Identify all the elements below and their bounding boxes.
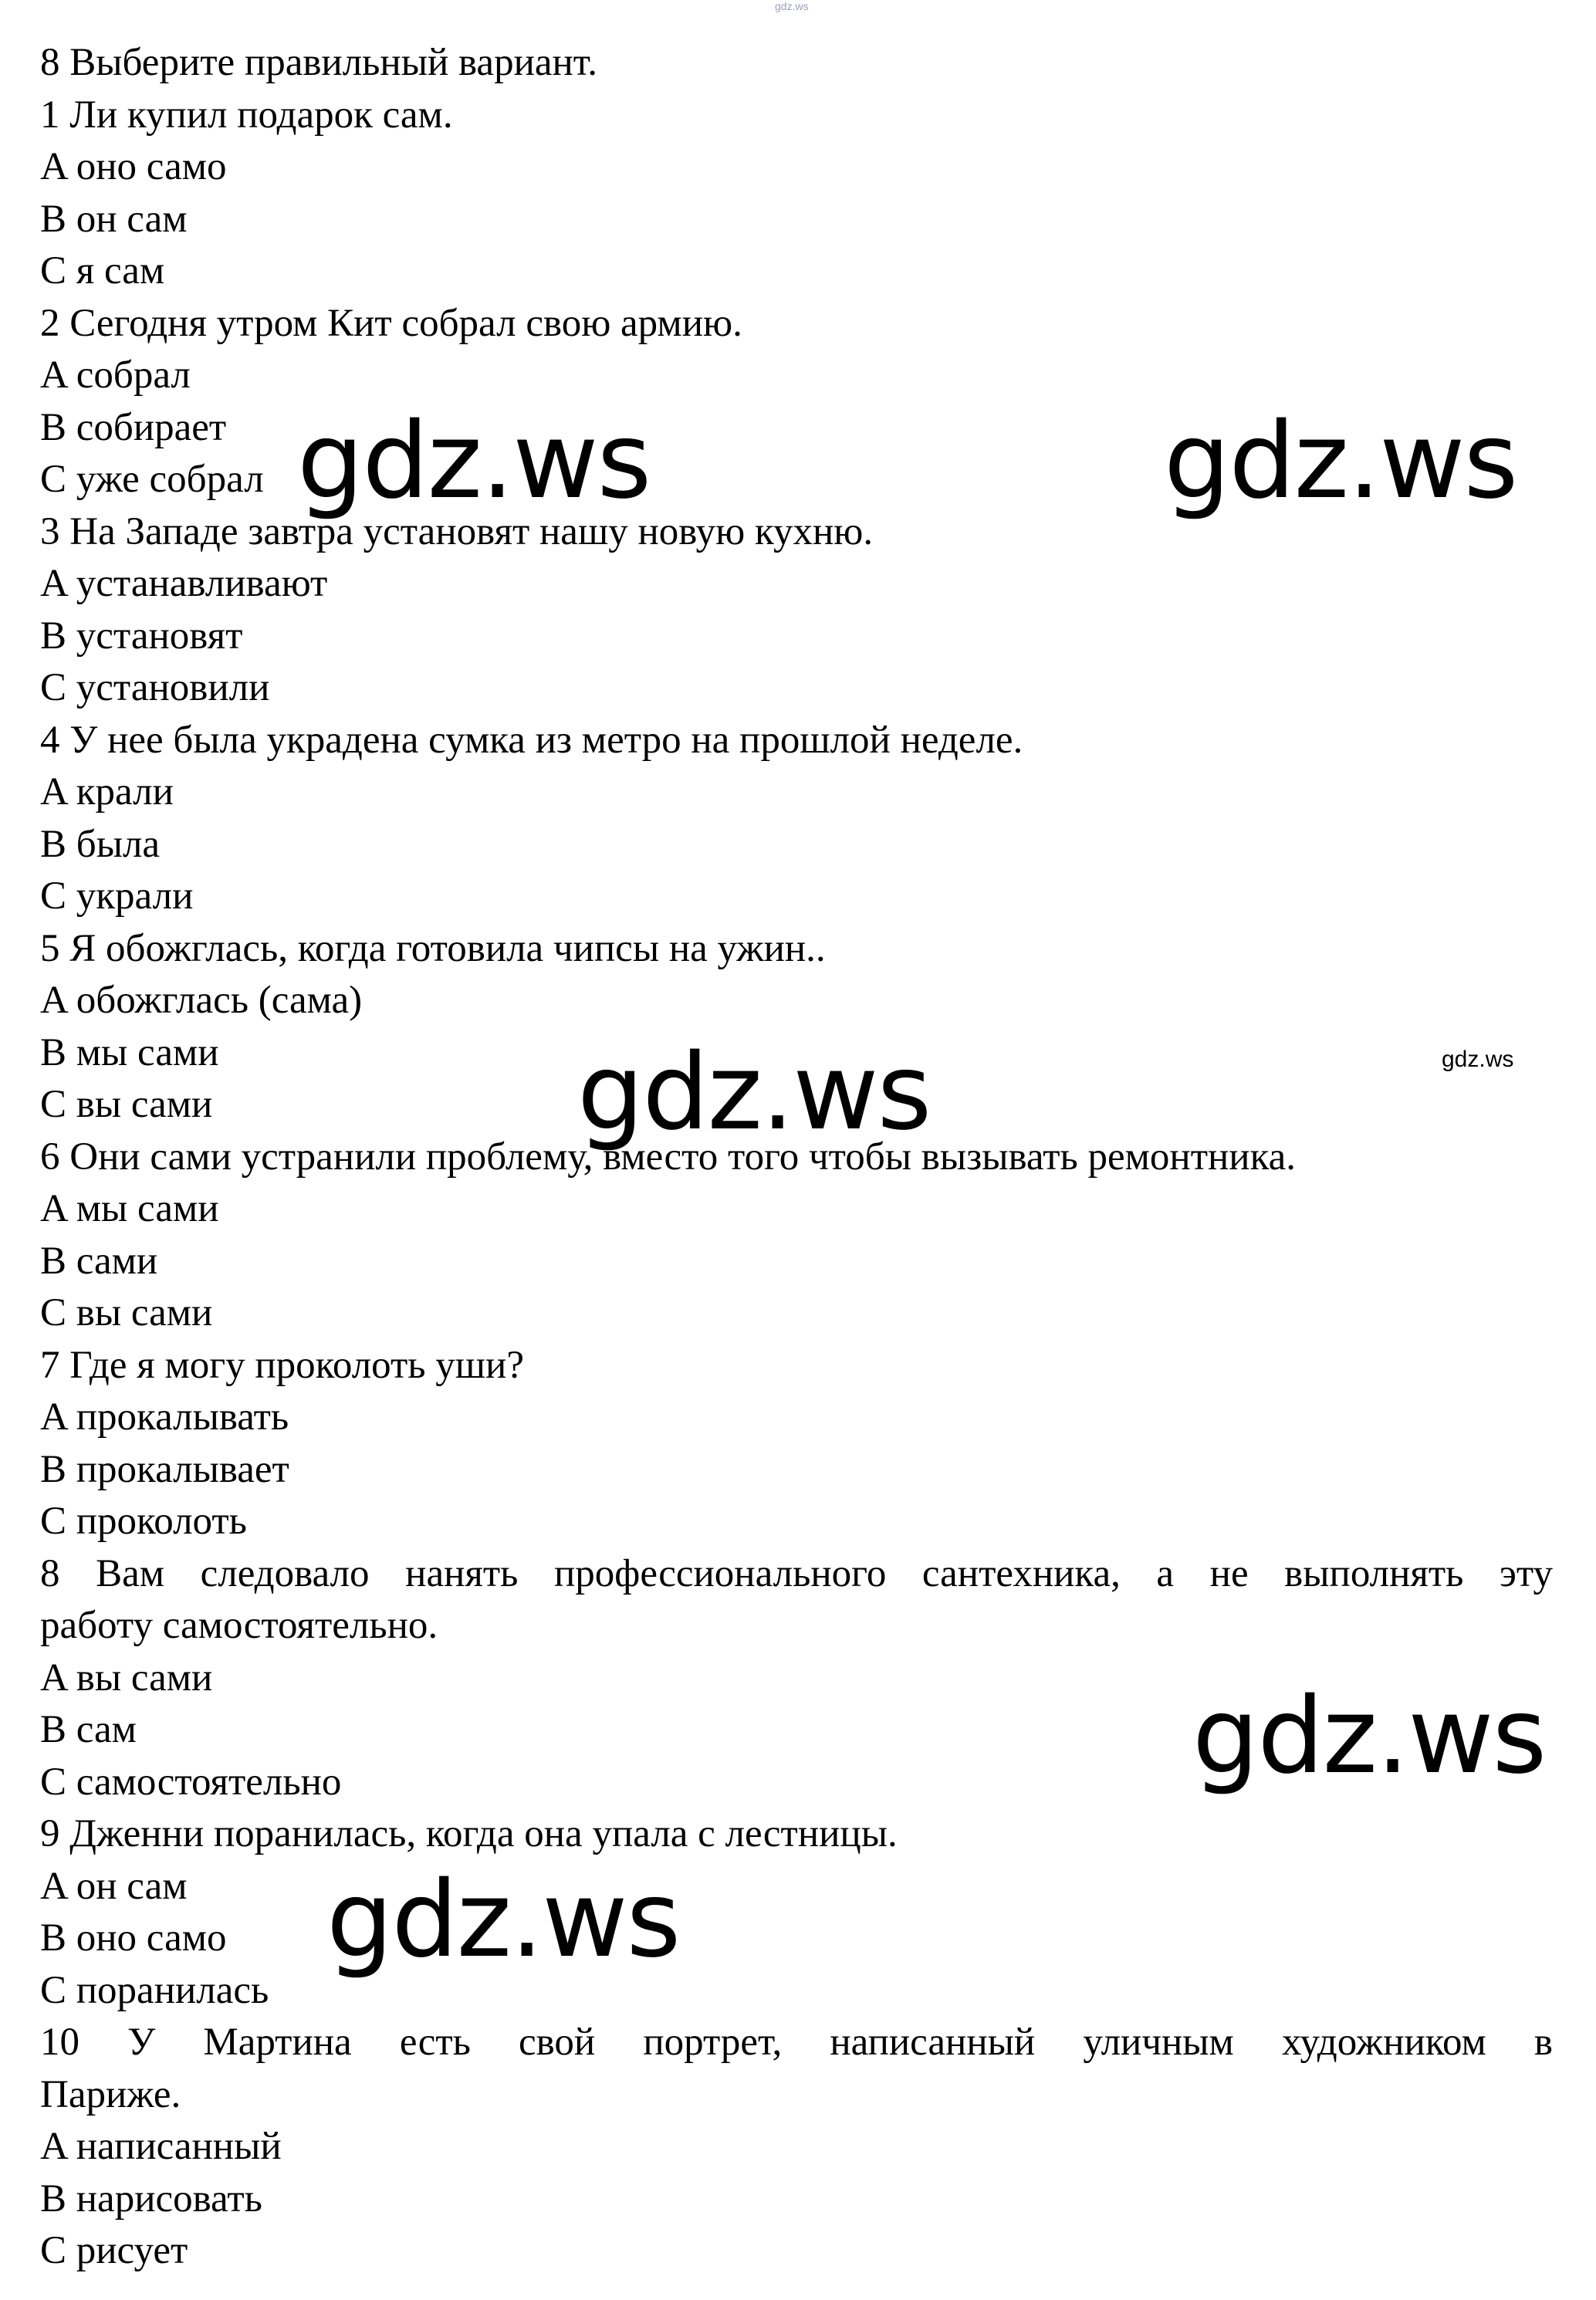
option-8b: B сам [40, 1708, 137, 1751]
option-4a: A крали [40, 770, 174, 813]
option-7c: C проколоть [40, 1500, 247, 1543]
question-8-line-1: 8 Вам следовало нанять профессионального сантехника, а не выполнять эту [40, 1551, 1553, 1595]
watermark-small: gdz.ws [1442, 1047, 1514, 1072]
option-4b: B была [40, 822, 161, 866]
option-7a: A прокалывать [40, 1395, 289, 1439]
option-5c: C вы сами [40, 1083, 213, 1126]
watermark-5: gdz.ws [326, 1859, 680, 1981]
option-6c: C вы сами [40, 1291, 213, 1334]
option-1b: B он сам [40, 197, 188, 241]
question-1: 1 Ли купил подарок сам. [40, 93, 453, 137]
option-10c: C рисует [40, 2229, 188, 2272]
option-10a: A написанный [40, 2125, 282, 2168]
option-9c: C поранилась [40, 1968, 269, 2012]
option-3a: A устанавливают [40, 562, 328, 605]
exercise-text [40, 37, 1553, 2278]
question-5: 5 Я обожглась, когда готовила чипсы на ужин.. [40, 926, 826, 970]
question-7: 7 Где я могу проколоть уши? [40, 1343, 524, 1387]
option-5b: B мы сами [40, 1030, 219, 1074]
option-8c: C самостоятельно [40, 1760, 342, 1804]
option-3b: B установят [40, 614, 243, 658]
question-4: 4 У нее была украдена сумка из метро на прошлой неделе. [40, 718, 1023, 762]
option-1c: C я сам [40, 249, 165, 293]
question-2: 2 Сегодня утром Кит собрал свою армию. [40, 301, 742, 345]
option-6a: A мы сами [40, 1187, 219, 1230]
option-2a: A собрал [40, 353, 191, 397]
exercise-title: 8 Выберите правильный вариант. [40, 41, 597, 84]
watermark-2: gdz.ws [1164, 401, 1517, 523]
option-6b: B сами [40, 1239, 158, 1283]
question-3: 3 На Западе завтра установят нашу новую кухню. [40, 509, 874, 553]
watermark-4: gdz.ws [1192, 1676, 1546, 1798]
question-8-line-2: работу самостоятельно. [40, 1604, 438, 1647]
question-6: 6 Они сами устранили проблему, вместо того чтобы вызывать ремонтника. [40, 1135, 1296, 1179]
option-1a: A оно само [40, 145, 227, 188]
question-10-line-2: Париже. [40, 2072, 181, 2116]
option-9a: A он сам [40, 1864, 188, 1908]
option-10b: B нарисовать [40, 2177, 262, 2221]
option-9b: B оно само [40, 1916, 227, 1960]
option-7b: B прокалывает [40, 1447, 289, 1491]
question-9: 9 Дженни поранилась, когда она упала с лестницы. [40, 1812, 898, 1855]
header-watermark: gdz.ws [775, 0, 809, 12]
option-5a: A обожглась (сама) [40, 979, 363, 1022]
watermark-1: gdz.ws [297, 401, 651, 523]
option-2c: C уже собрал [40, 458, 264, 501]
option-3c: C установили [40, 666, 270, 709]
option-4c: C украли [40, 874, 194, 918]
watermark-3: gdz.ws [577, 1032, 931, 1154]
option-8a: A вы сами [40, 1656, 213, 1700]
question-10-line-1: 10 У Мартина есть свой портрет, написанный уличным художником в [40, 2021, 1553, 2064]
option-2b: B собирает [40, 405, 227, 449]
